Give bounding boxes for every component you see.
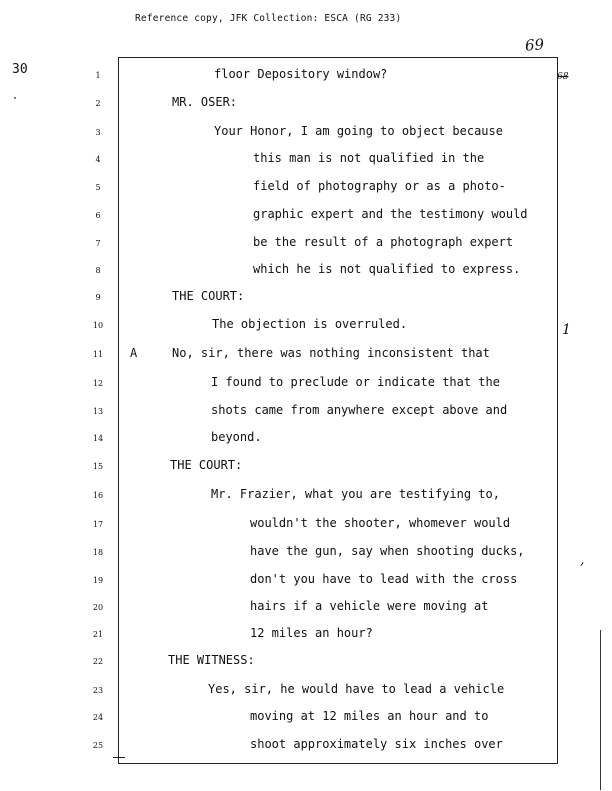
- line-text: field of photography or as a photo-: [253, 179, 506, 193]
- line-text: which he is not qualified to express.: [253, 262, 521, 276]
- transcript-line: [0, 317, 612, 337]
- transcript-line: [0, 179, 612, 199]
- transcript-line: [0, 572, 612, 592]
- line-number: 7: [95, 239, 101, 248]
- line-text: floor Depository window?: [214, 67, 388, 81]
- page-number: 30: [12, 62, 28, 77]
- line-number: 19: [92, 576, 104, 585]
- transcript-line: [0, 653, 612, 673]
- transcript-line: [0, 430, 612, 450]
- transcript-line: [0, 151, 612, 171]
- line-text: THE COURT:: [170, 458, 243, 472]
- line-text: Mr. Frazier, what you are testifying to,: [211, 487, 500, 501]
- line-number: 9: [95, 293, 101, 302]
- transcript-line: [0, 346, 612, 366]
- transcript-line: [0, 235, 612, 255]
- line-number: 25: [92, 741, 104, 750]
- line-number: 24: [92, 713, 104, 722]
- transcript-line: [0, 709, 612, 729]
- line-number: 13: [92, 407, 104, 416]
- line-text: graphic expert and the testimony would: [253, 207, 528, 221]
- transcript-line: [0, 262, 612, 282]
- line-number: 6: [95, 211, 101, 220]
- line-text: I found to preclude or indicate that the: [211, 375, 500, 389]
- line-number: 18: [92, 548, 104, 557]
- line-number: 5: [95, 183, 101, 192]
- line-text: this man is not qualified in the: [253, 151, 485, 165]
- line-number: 12: [92, 379, 104, 388]
- line-number: 10: [92, 321, 104, 330]
- handwritten-mark-line10: 1: [562, 322, 571, 338]
- line-text: wouldn't the shooter, whomever would: [250, 516, 511, 530]
- line-number: 21: [92, 630, 104, 639]
- line-text: THE WITNESS:: [168, 653, 255, 667]
- line-number: 16: [92, 491, 104, 500]
- line-text: shoot approximately six inches over: [250, 737, 503, 751]
- transcript-line: [0, 516, 612, 536]
- line-text: The objection is overruled.: [212, 317, 408, 331]
- line-text: MR. OSER:: [172, 95, 238, 109]
- line-text: THE COURT:: [172, 289, 245, 303]
- transcript-line: [0, 124, 612, 144]
- line-number: 11: [92, 350, 104, 359]
- transcript-line: [0, 682, 612, 702]
- line-text: Your Honor, I am going to object because: [214, 124, 503, 138]
- line-text: have the gun, say when shooting ducks,: [250, 544, 525, 558]
- line-text: be the result of a photograph expert: [253, 235, 514, 249]
- line-number: 22: [92, 657, 104, 666]
- line-number: 20: [92, 603, 104, 612]
- transcript-line: [0, 289, 612, 309]
- speaker-marker: A: [130, 346, 138, 360]
- handwritten-mark-line18: ,: [580, 552, 585, 568]
- line-text: 12 miles an hour?: [250, 626, 373, 640]
- line-number: 2: [95, 99, 101, 108]
- line-text: shots came from anywhere except above and: [211, 403, 508, 417]
- reference-header: Reference copy, JFK Collection: ESCA (RG 233): [135, 13, 402, 24]
- line-text: No, sir, there was nothing inconsistent that: [172, 346, 490, 360]
- line-number: 15: [92, 462, 104, 471]
- frame-tick: [113, 757, 125, 758]
- transcript-line: [0, 67, 612, 87]
- line-text: beyond.: [211, 430, 262, 444]
- line-number: 1: [95, 71, 101, 80]
- line-number: 17: [92, 520, 104, 529]
- line-number: 3: [95, 128, 101, 137]
- transcript-line: [0, 403, 612, 423]
- line-number: 14: [92, 434, 104, 443]
- transcript-line: [0, 626, 612, 646]
- line-number: 8: [95, 266, 101, 275]
- transcript-line: [0, 487, 612, 507]
- transcript-line: [0, 458, 612, 478]
- line-text: Yes, sir, he would have to lead a vehicle: [208, 682, 505, 696]
- line-text: moving at 12 miles an hour and to: [250, 709, 489, 723]
- handwritten-margin-mark: 68: [557, 72, 569, 82]
- transcript-line: [0, 207, 612, 227]
- transcript-line: [0, 95, 612, 115]
- transcript-line: [0, 737, 612, 757]
- line-text: don't you have to lead with the cross: [250, 572, 518, 586]
- line-number: 4: [95, 155, 101, 164]
- line-text: hairs if a vehicle were moving at: [250, 599, 489, 613]
- handwritten-page-number: 69: [524, 35, 545, 55]
- line-number: 23: [92, 686, 104, 695]
- transcript-line: [0, 599, 612, 619]
- transcript-line: [0, 375, 612, 395]
- transcript-line: [0, 544, 612, 564]
